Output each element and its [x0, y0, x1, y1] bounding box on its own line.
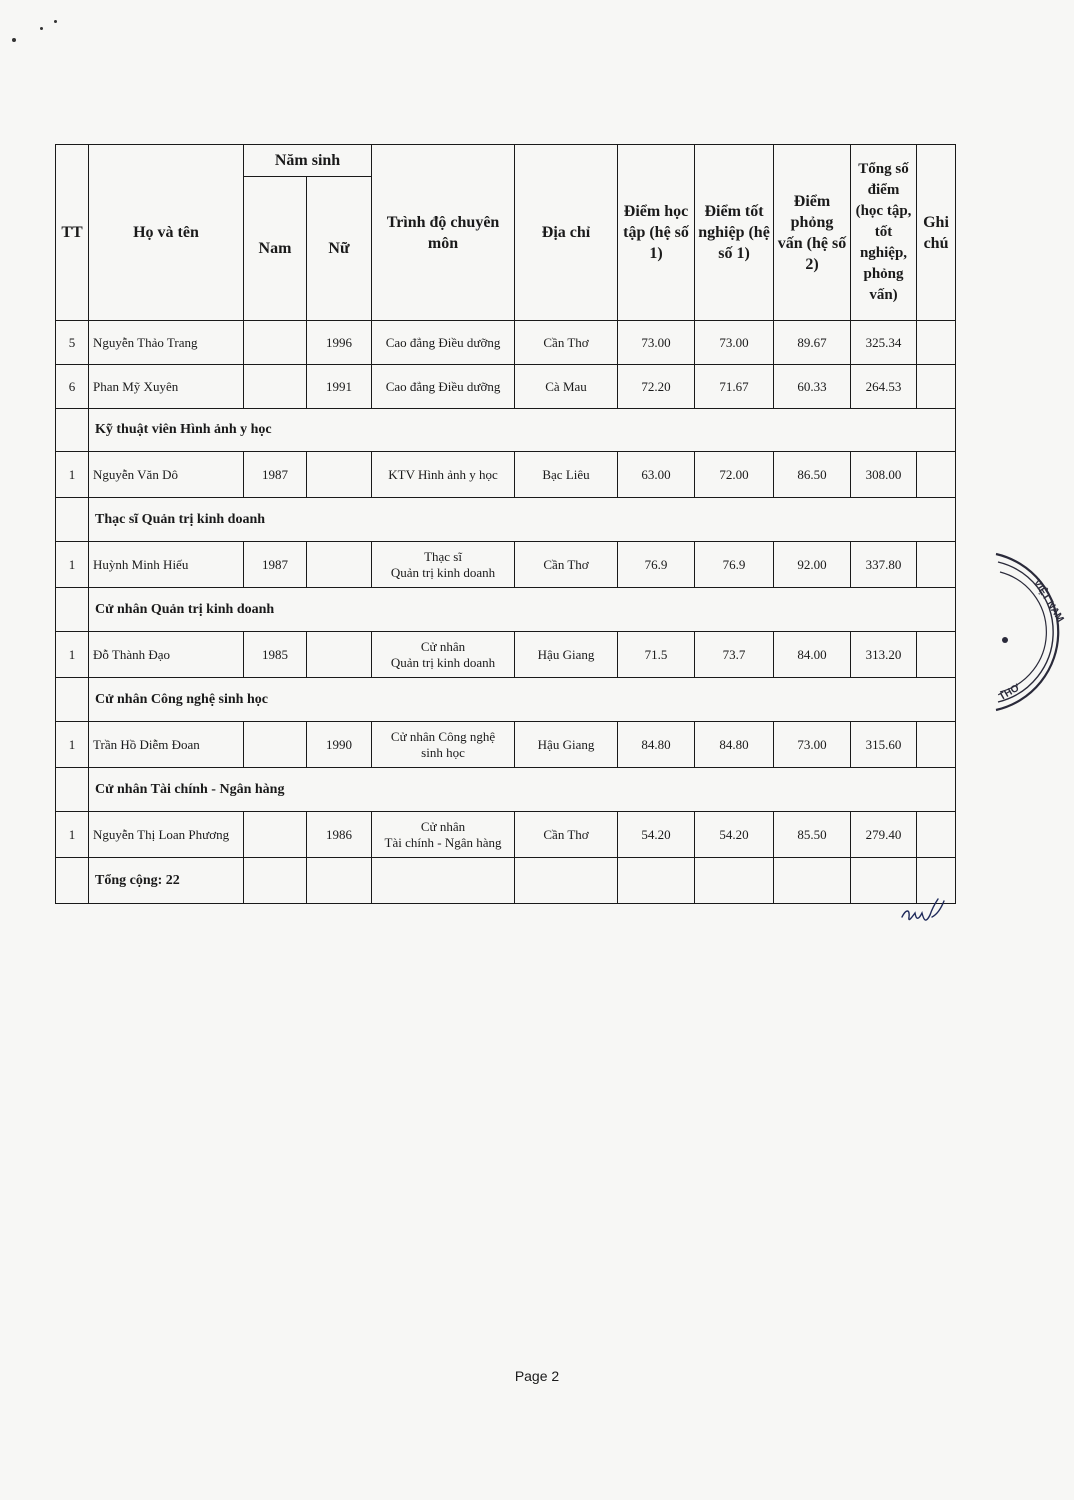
cell-address: Hậu Giang [515, 632, 618, 678]
scan-speck [40, 27, 43, 30]
section-title: Thạc sĩ Quản trị kinh doanh [89, 498, 956, 542]
total-cell-empty [695, 858, 774, 904]
header-address: Địa chỉ [515, 145, 618, 321]
cell-note [917, 321, 956, 365]
cell-tt: 1 [56, 632, 89, 678]
table-row [56, 452, 956, 498]
header-tt: TT [56, 145, 89, 321]
qualification-line-1: Cử nhân [420, 818, 466, 834]
cell-female [307, 632, 372, 678]
total-row [56, 858, 956, 904]
cell-address: Cà Mau [515, 365, 618, 409]
official-stamp [986, 548, 1074, 718]
qualification-line-1: Cử nhân [420, 638, 466, 654]
qualification-line-2: sinh học [421, 744, 465, 760]
section-title: Cử nhân Công nghệ sinh học [89, 678, 956, 722]
qualification-line-2: Tài chính - Ngân hàng [384, 834, 502, 850]
cell-interview-score: 60.33 [774, 365, 851, 409]
cell-male [244, 321, 307, 365]
cell-male: 1987 [244, 542, 307, 588]
cell-female: 1991 [307, 365, 372, 409]
cell-address: Hậu Giang [515, 722, 618, 768]
cell-graduation-score: 72.00 [695, 452, 774, 498]
cell-study-score: 54.20 [618, 812, 695, 858]
cell-tt: 6 [56, 365, 89, 409]
header-male: Nam [244, 177, 307, 321]
cell-name: Đỗ Thành Đạo [89, 632, 244, 678]
total-cell-empty [244, 858, 307, 904]
section-row [56, 498, 956, 542]
score-table [55, 144, 956, 904]
table-row [56, 542, 956, 588]
cell-study-score: 84.80 [618, 722, 695, 768]
section-tt-empty [56, 409, 89, 452]
cell-male: 1985 [244, 632, 307, 678]
cell-female [307, 452, 372, 498]
qualification-line-2: Quản trị kinh doanh [390, 564, 496, 580]
cell-address: Cần Thơ [515, 812, 618, 858]
cell-total-score: 313.20 [851, 632, 917, 678]
cell-study-score: 71.5 [618, 632, 695, 678]
cell-tt: 1 [56, 542, 89, 588]
cell-note [917, 632, 956, 678]
cell-interview-score: 84.00 [774, 632, 851, 678]
cell-tt: 1 [56, 452, 89, 498]
table-row [56, 321, 956, 365]
header-qualification: Trình độ chuyên môn [372, 145, 515, 321]
qualification-line-2: Quản trị kinh doanh [390, 654, 496, 670]
cell-total-score: 315.60 [851, 722, 917, 768]
cell-note [917, 812, 956, 858]
header-note: Ghi chú [917, 145, 956, 321]
cell-total-score: 337.80 [851, 542, 917, 588]
cell-female [307, 542, 372, 588]
cell-graduation-score: 76.9 [695, 542, 774, 588]
cell-interview-score: 73.00 [774, 722, 851, 768]
header-interview-score: Điểm phỏng vấn (hệ số 2) [774, 145, 851, 321]
cell-name: Nguyễn Văn Dô [89, 452, 244, 498]
cell-address: Cần Thơ [515, 321, 618, 365]
total-cell-empty [618, 858, 695, 904]
header-name: Họ và tên [89, 145, 244, 321]
cell-male: 1987 [244, 452, 307, 498]
section-title: Kỹ thuật viên Hình ảnh y học [89, 409, 956, 452]
cell-male [244, 812, 307, 858]
total-tt-empty [56, 858, 89, 904]
total-cell-empty [774, 858, 851, 904]
cell-male [244, 722, 307, 768]
cell-total-score: 308.00 [851, 452, 917, 498]
header-female: Nữ [307, 177, 372, 321]
section-row [56, 588, 956, 632]
cell-name: Phan Mỹ Xuyên [89, 365, 244, 409]
cell-study-score: 76.9 [618, 542, 695, 588]
cell-graduation-score: 54.20 [695, 812, 774, 858]
cell-study-score: 63.00 [618, 452, 695, 498]
header-graduation-score: Điểm tốt nghiệp (hệ số 1) [695, 145, 774, 321]
header-total-score: Tổng số điểm (học tập, tốt nghiệp, phỏng vấn) [851, 145, 917, 321]
total-cell-empty [372, 858, 515, 904]
table-row [56, 722, 956, 768]
section-title: Cử nhân Tài chính - Ngân hàng [89, 768, 956, 812]
cell-name: Nguyễn Thảo Trang [89, 321, 244, 365]
section-tt-empty [56, 498, 89, 542]
scan-speck [12, 38, 16, 42]
page-number: Page 2 [514, 1368, 560, 1384]
cell-tt: 1 [56, 722, 89, 768]
total-cell-empty [307, 858, 372, 904]
header-study-score: Điểm học tập (hệ số 1) [618, 145, 695, 321]
cell-qualification: KTV Hình ảnh y học [372, 452, 515, 498]
cell-tt: 5 [56, 321, 89, 365]
cell-study-score: 73.00 [618, 321, 695, 365]
cell-interview-score: 89.67 [774, 321, 851, 365]
section-tt-empty [56, 768, 89, 812]
cell-note [917, 365, 956, 409]
cell-female: 1986 [307, 812, 372, 858]
cell-interview-score: 86.50 [774, 452, 851, 498]
cell-qualification: Cao đẳng Điều dưỡng [372, 365, 515, 409]
qualification-line-1: Cử nhân Công nghệ [390, 728, 496, 744]
section-title: Cử nhân Quản trị kinh doanh [89, 588, 956, 632]
table-row [56, 365, 956, 409]
qualification-line-1: Thạc sĩ [424, 548, 462, 564]
cell-name: Nguyễn Thị Loan Phương [89, 812, 244, 858]
cell-graduation-score: 73.7 [695, 632, 774, 678]
table-row [56, 632, 956, 678]
stamp-text-bottom: THƠ [997, 682, 1022, 703]
cell-interview-score: 92.00 [774, 542, 851, 588]
section-row [56, 409, 956, 452]
section-tt-empty [56, 678, 89, 722]
scan-speck [54, 20, 57, 23]
cell-total-score: 325.34 [851, 321, 917, 365]
cell-tt: 1 [56, 812, 89, 858]
cell-qualification [372, 722, 515, 768]
cell-study-score: 72.20 [618, 365, 695, 409]
section-tt-empty [56, 588, 89, 632]
cell-female: 1990 [307, 722, 372, 768]
total-cell-empty [515, 858, 618, 904]
table-row [56, 812, 956, 858]
signature-initials [898, 895, 948, 929]
section-row [56, 768, 956, 812]
cell-name: Trần Hồ Diễm Đoan [89, 722, 244, 768]
cell-total-score: 279.40 [851, 812, 917, 858]
stamp-text-arc: VIỆT NAM [1030, 577, 1066, 625]
cell-interview-score: 85.50 [774, 812, 851, 858]
cell-note [917, 542, 956, 588]
cell-address: Bạc Liêu [515, 452, 618, 498]
cell-graduation-score: 71.67 [695, 365, 774, 409]
cell-graduation-score: 73.00 [695, 321, 774, 365]
cell-qualification [372, 632, 515, 678]
header-birth-year: Năm sinh [244, 145, 372, 177]
total-label: Tổng cộng: 22 [89, 858, 244, 904]
cell-total-score: 264.53 [851, 365, 917, 409]
cell-address: Cần Thơ [515, 542, 618, 588]
cell-note [917, 722, 956, 768]
section-row [56, 678, 956, 722]
cell-qualification [372, 542, 515, 588]
cell-name: Huỳnh Minh Hiếu [89, 542, 244, 588]
cell-qualification [372, 812, 515, 858]
cell-note [917, 452, 956, 498]
cell-qualification: Cao đẳng Điều dưỡng [372, 321, 515, 365]
cell-female: 1996 [307, 321, 372, 365]
cell-male [244, 365, 307, 409]
cell-graduation-score: 84.80 [695, 722, 774, 768]
